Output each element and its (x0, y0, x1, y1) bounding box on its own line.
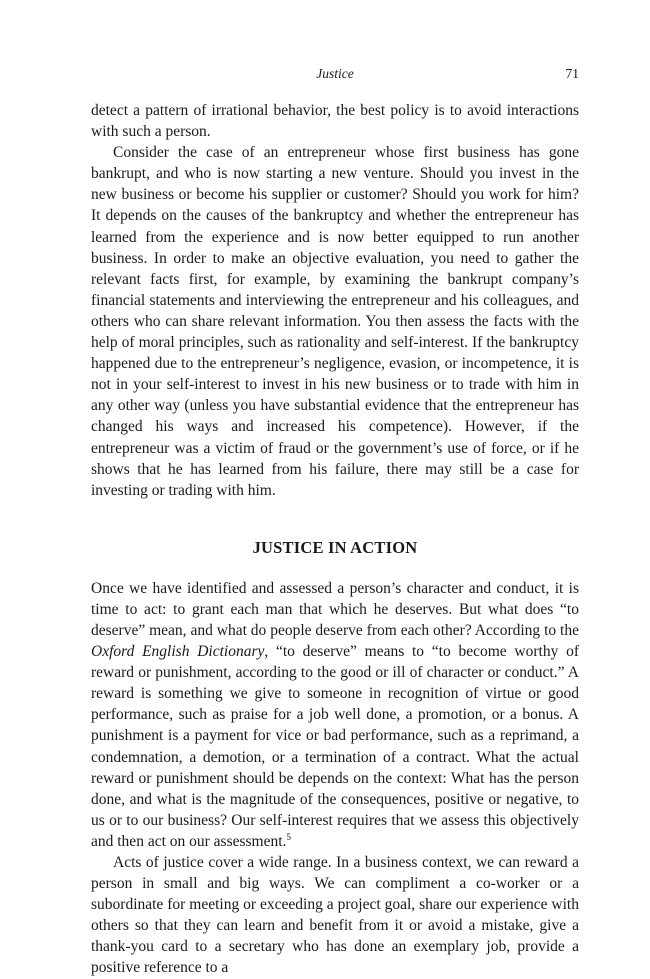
section-body (91, 578, 579, 979)
dictionary-title: Oxford English Dictionary (91, 643, 265, 661)
running-head (91, 66, 579, 90)
page-number: 71 (565, 66, 579, 81)
book-page (91, 66, 579, 979)
footnote-reference[interactable]: 5 (286, 831, 291, 842)
paragraph-text-end: , “to deserve” means to “to become worthy of reward or punishment, according to the good or ill of character or conduct.” A reward is something we give to someone in recognition of virtue or good performance, such as praise for a job well done, a promotion, or a bonus. A punishment is a payment for vice or bad performance, such as a reprimand, a condemnation, a demotion, or a termination of a contract. What the actual reward or punishment should be depends on the context: What has the person done, and what is the magnitude of the consequences, positive or negative, to us or to our business? Our self-interest requires that we assess this objectively and then act on our assessment. (91, 643, 579, 850)
paragraph-to-deserve (91, 578, 579, 852)
body-text (91, 100, 579, 501)
paragraph-text-start: Once we have identified and assessed a person’s character and conduct, it is time to act: to grant each man that which he deserves. But what does “to deserve” mean, and what do people deserve from each other? According to the (91, 579, 579, 639)
section-heading: JUSTICE IN ACTION (252, 537, 418, 557)
paragraph-bankruptcy-example: Consider the case of an entrepreneur whose first business has gone bankrupt, and who is now starting a new venture. Should you invest in the new business or become his supplier or customer? Should you work for him? It depends on the causes of the bankruptcy and whether the entrepreneur has learned from the experience and is now better equipped to run another business. In order to make an objective evaluation, you need to gather the relevant facts first, for example, by examining the bankrupt company’s financial statements and interviewing the entrepreneur and his colleagues, and others who can share relevant information. You then assess the facts with the help of moral principles, such as rationality and self-interest. If the bankruptcy happened due to the entrepreneur’s negligence, evasion, or incompetence, it is not in your self-interest to invest in his new business or to trade with him in any other way (unless you have substantial evidence that the entrepreneur has changed his ways and increased his competence). However, if the entrepreneur was a victim of fraud or the government’s use of force, or if he shows that he has learned from his failure, there may still be a case for investing or trading with him. (91, 144, 579, 499)
paragraph-continued: detect a pattern of irrational behavior, the best policy is to avoid interactions with such a person. (91, 102, 579, 141)
paragraph-acts-of-justice: Acts of justice cover a wide range. In a business context, we can reward a person in small and big ways. We can compliment a co-worker or a subordinate for meeting or exceeding a project goal, share our experience with others so that they can learn and benefit from it or avoid a mistake, give a thank-you card to a secretary who has done an exemplary job, provide a positive reference to a (91, 854, 579, 977)
running-title: Justice (316, 66, 354, 81)
